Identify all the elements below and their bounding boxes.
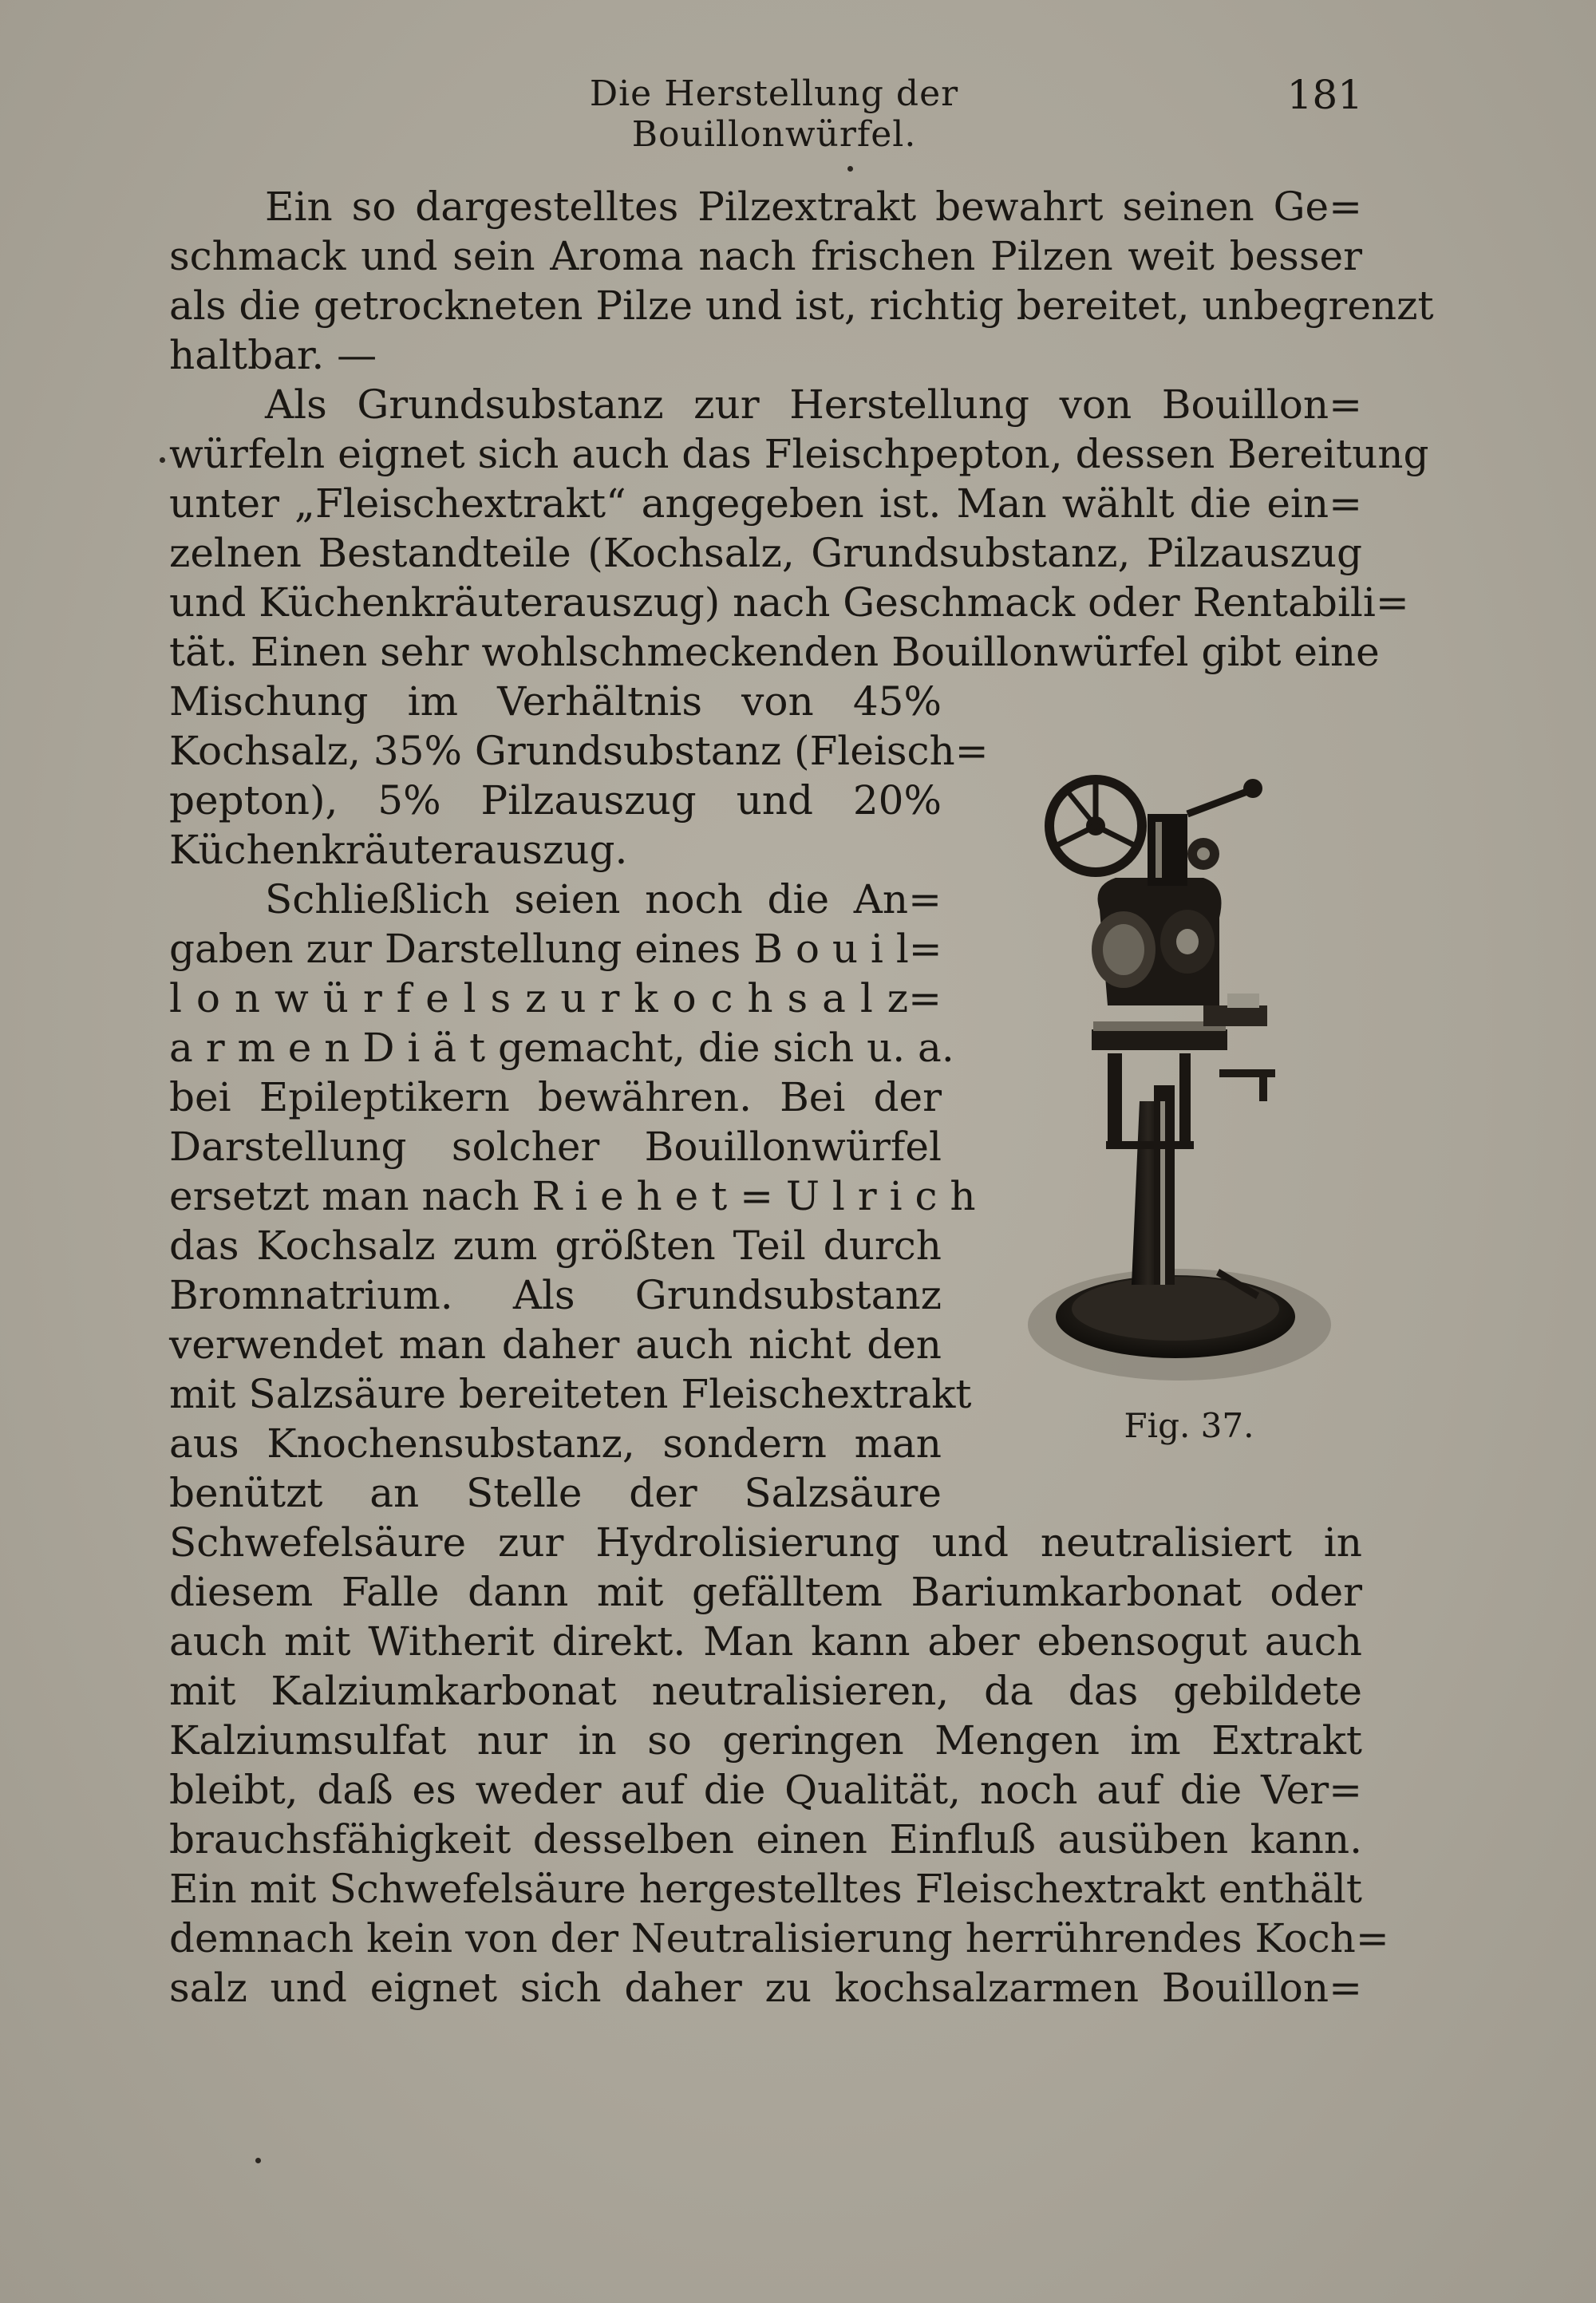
text-line: mit Salzsäure bereiteten Fleischextrakt (169, 1371, 972, 1417)
page-number: 181 (1286, 72, 1363, 118)
text-line: mit Kalziumkarbonat neutralisieren, da das gebildete (169, 1668, 1362, 1714)
text-line: schmack und sein Aroma nach frischen Pilzen weit besser (169, 233, 1362, 279)
text-line: Schließlich seien noch die An= (265, 876, 942, 922)
text-line: aus Knochensubstanz, sondern man (169, 1420, 942, 1467)
text-line: unter „Fleischextrakt“ angegeben ist. Man wählt die ein= (169, 480, 1362, 527)
text-line: gaben zur Darstellung eines B o u i l= (169, 926, 942, 972)
text-line: l o n w ü r f e l s z u r k o c h s a l z= (169, 975, 942, 1021)
text-line: auch mit Witherit direkt. Man kann aber ebensogut auch (169, 1618, 1362, 1665)
text-line: und Küchenkräuterauszug) nach Geschmack oder Rentabili= (169, 579, 1409, 626)
text-line: brauchsfähigkeit desselben einen Einfluß ausüben kann. (169, 1816, 1362, 1863)
text-line: Mischung im Verhältnis von 45% (169, 678, 942, 725)
text-line: haltbar. — (169, 332, 377, 378)
text-line: demnach kein von der Neutralisierung herrührendes Koch= (169, 1915, 1389, 1961)
figure-caption: Fig. 37. (1124, 1406, 1254, 1445)
text-line: Küchenkräuterauszug. (169, 827, 628, 873)
text-line: verwendet man daher auch nicht den (169, 1321, 942, 1368)
paragraph-schwefelsaeure (169, 1518, 1389, 2013)
figure-37-illustration (1020, 766, 1339, 1389)
text-line: a r m e n D i ä t gemacht, die sich u. a. (169, 1025, 954, 1071)
text-line: Als Grundsubstanz zur Herstellung von Bouillon= (265, 381, 1362, 428)
text-line: Kochsalz, 35% Grundsubstanz (Fleisch= (169, 728, 989, 774)
paragraph-pilzextrakt (169, 182, 1434, 380)
text-line: zelnen Bestandteile (Kochsalz, Grundsubstanz, Pilzauszug (169, 530, 1362, 576)
text-line: das Kochsalz zum größten Teil durch (169, 1223, 942, 1269)
text-line: als die getrockneten Pilze und ist, richtig bereitet, unbegrenzt (169, 282, 1434, 329)
text-line: tät. Einen sehr wohlschmeckenden Bouillonwürfel gibt eine (169, 629, 1380, 675)
text-line: bei Epileptikern bewähren. Bei der (169, 1074, 942, 1120)
text-line: diesem Falle dann mit gefälltem Bariumkarbonat oder (169, 1569, 1362, 1615)
text-line: pepton), 5% Pilzauszug und 20% (169, 777, 942, 824)
text-line: Schwefelsäure zur Hydrolisierung und neutralisiert in (169, 1519, 1362, 1566)
scan-speck (847, 166, 853, 172)
scan-speck (255, 2158, 261, 2163)
scan-speck (160, 457, 165, 463)
text-line: ersetzt man nach R i e h e t = U l r i c h (169, 1173, 976, 1219)
text-line: Bromnatrium. Als Grundsubstanz (169, 1272, 942, 1318)
running-head: Die Herstellung der Bouillonwürfel. (589, 73, 959, 155)
text-line: salz und eignet sich daher zu kochsalzarmen Bouillon= (169, 1965, 1362, 2011)
paragraph-diaet (169, 875, 976, 1518)
text-line: Darstellung solcher Bouillonwürfel (169, 1124, 942, 1170)
text-line: Kalziumsulfat nur in so geringen Mengen im Extrakt (169, 1717, 1362, 1764)
paragraph-grundsubstanz (169, 380, 1429, 677)
text-line: benützt an Stelle der Salzsäure (169, 1470, 942, 1516)
text-line: würfeln eignet sich auch das Fleischpepton, dessen Bereitung (169, 431, 1429, 477)
text-line: bleibt, daß es weder auf die Qualität, noch auf die Ver= (169, 1767, 1362, 1813)
text-line: Ein so dargestelltes Pilzextrakt bewahrt seinen Ge= (265, 184, 1362, 230)
text-line: Ein mit Schwefelsäure hergestelltes Fleischextrakt enthält (169, 1866, 1362, 1912)
paragraph-mischung (169, 677, 989, 875)
